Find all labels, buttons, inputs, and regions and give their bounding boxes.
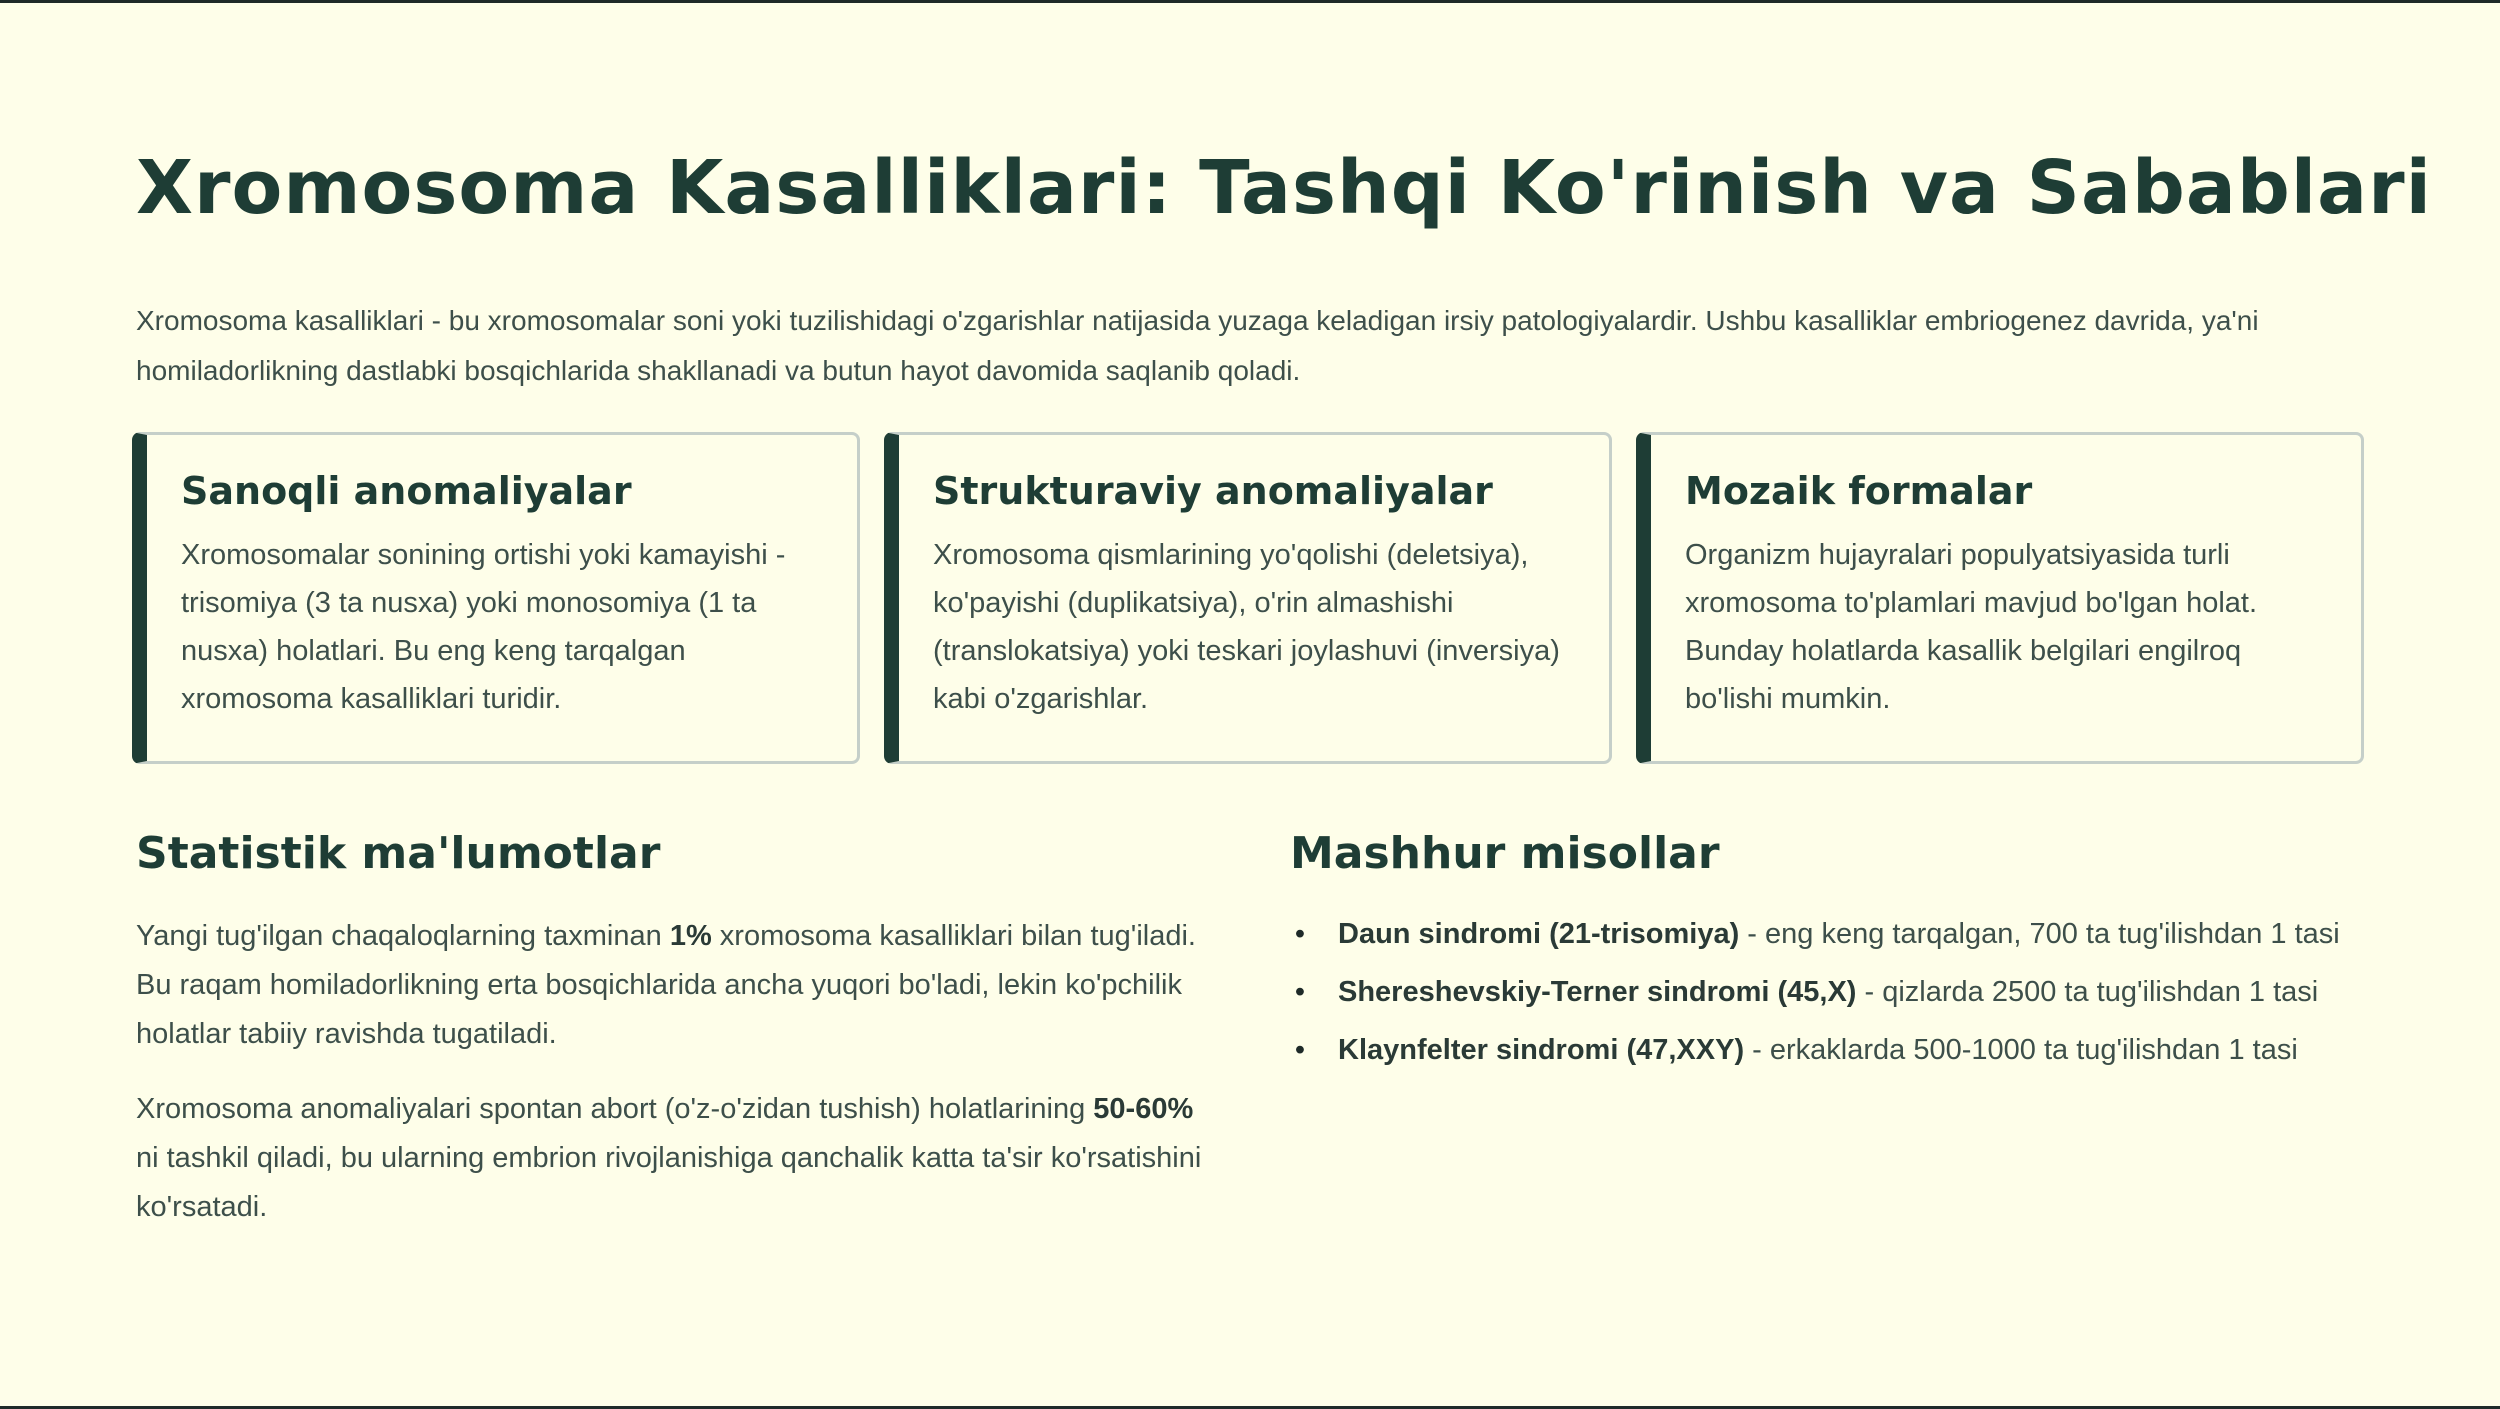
stats-paragraph-1 xyxy=(136,912,1216,1059)
category-cards xyxy=(132,432,2364,764)
card-title: Mozaik formalar xyxy=(1685,469,2033,513)
syndrome-detail: - eng keng tarqalgan, 700 ta tug'ilishdan 1 tasi xyxy=(1739,918,2340,950)
card-text: Xromosoma qismlarining yo'qolishi (deletsiya), ko'payishi (duplikatsiya), o'rin almashishi (translokatsiya) yoki teskari joylashuvi (inversiya) kabi o'zgarishlar. xyxy=(933,539,1560,715)
list-item xyxy=(1290,910,2400,959)
list-item xyxy=(1290,1026,2400,1075)
card-strukturaviy xyxy=(884,432,1612,764)
slide xyxy=(136,0,2432,1409)
bullet-icon: • xyxy=(1294,1034,1306,1066)
syndrome-name: Klaynfelter sindromi (47,XXY) xyxy=(1338,1034,1745,1066)
examples-section xyxy=(1290,824,2400,1084)
text: Yangi tug'ilgan chaqaloqlarning taxminan xyxy=(136,920,670,952)
statistics-section xyxy=(136,824,1216,1258)
section-title: Mashhur misollar xyxy=(1290,828,1720,879)
card-title: Sanoqli anomaliyalar xyxy=(181,469,632,513)
highlight-value: 50-60% xyxy=(1093,1093,1194,1125)
card-sanoqli xyxy=(132,432,860,764)
list-item xyxy=(1290,968,2400,1017)
intro-paragraph: Xromosoma kasalliklari - bu xromosomalar soni yoki tuzilishidagi o'zgarishlar natijasida yuzaga keladigan irsiy patologiyalardir. Ushbu kasalliklar embriogenez davrida, ya'ni homiladorlikning dastlabki bosqichlarida shakllanadi va butun hayot davomida saqlanib qoladi. xyxy=(136,305,2259,386)
text: xromosoma kasalliklari bilan tug'iladi. Bu raqam homiladorlikning erta bosqichlarida ancha yuqori bo'ladi, lekin ko'pchilik holatlar tabiiy ravishda tugatiladi. xyxy=(136,920,1196,1050)
section-title: Statistik ma'lumotlar xyxy=(136,828,661,879)
text: ni tashkil qiladi, bu ularning embrion rivojlanishiga qanchalik katta ta'sir ko'rsatishini ko'rsatadi. xyxy=(136,1142,1202,1223)
stats-paragraph-2 xyxy=(136,1085,1216,1232)
text: Xromosoma anomaliyalari spontan abort (o'z-o'zidan tushish) holatlarining xyxy=(136,1093,1094,1125)
syndrome-name: Shereshevskiy-Terner sindromi (45,X) xyxy=(1338,976,1857,1008)
page-title: Xromosoma Kasalliklari: Tashqi Ko'rinish va Sabablari xyxy=(136,145,2432,231)
bullet-icon: • xyxy=(1294,976,1306,1008)
card-title: Strukturaviy anomaliyalar xyxy=(933,469,1493,513)
card-text: Xromosomalar sonining ortishi yoki kamayishi - trisomiya (3 ta nusxa) yoki monosomiya (1 ta nusxa) holatlari. Bu eng keng tarqalgan xromosoma kasalliklari turidir. xyxy=(181,539,786,715)
highlight-value: 1% xyxy=(669,920,712,952)
bullet-icon: • xyxy=(1294,918,1306,950)
syndrome-detail: - erkaklarda 500-1000 ta tug'ilishdan 1 tasi xyxy=(1744,1034,2298,1066)
card-text: Organizm hujayralari populyatsiyasida turli xromosoma to'plamlari mavjud bo'lgan holat. Bunday holatlarda kasallik belgilari engilroq bo'lishi mumkin. xyxy=(1685,539,2258,715)
syndrome-name: Daun sindromi (21-trisomiya) xyxy=(1338,918,1740,950)
examples-list xyxy=(1290,910,2400,1075)
syndrome-detail: - qizlarda 2500 ta tug'ilishdan 1 tasi xyxy=(1856,976,2319,1008)
card-mozaik xyxy=(1636,432,2364,764)
